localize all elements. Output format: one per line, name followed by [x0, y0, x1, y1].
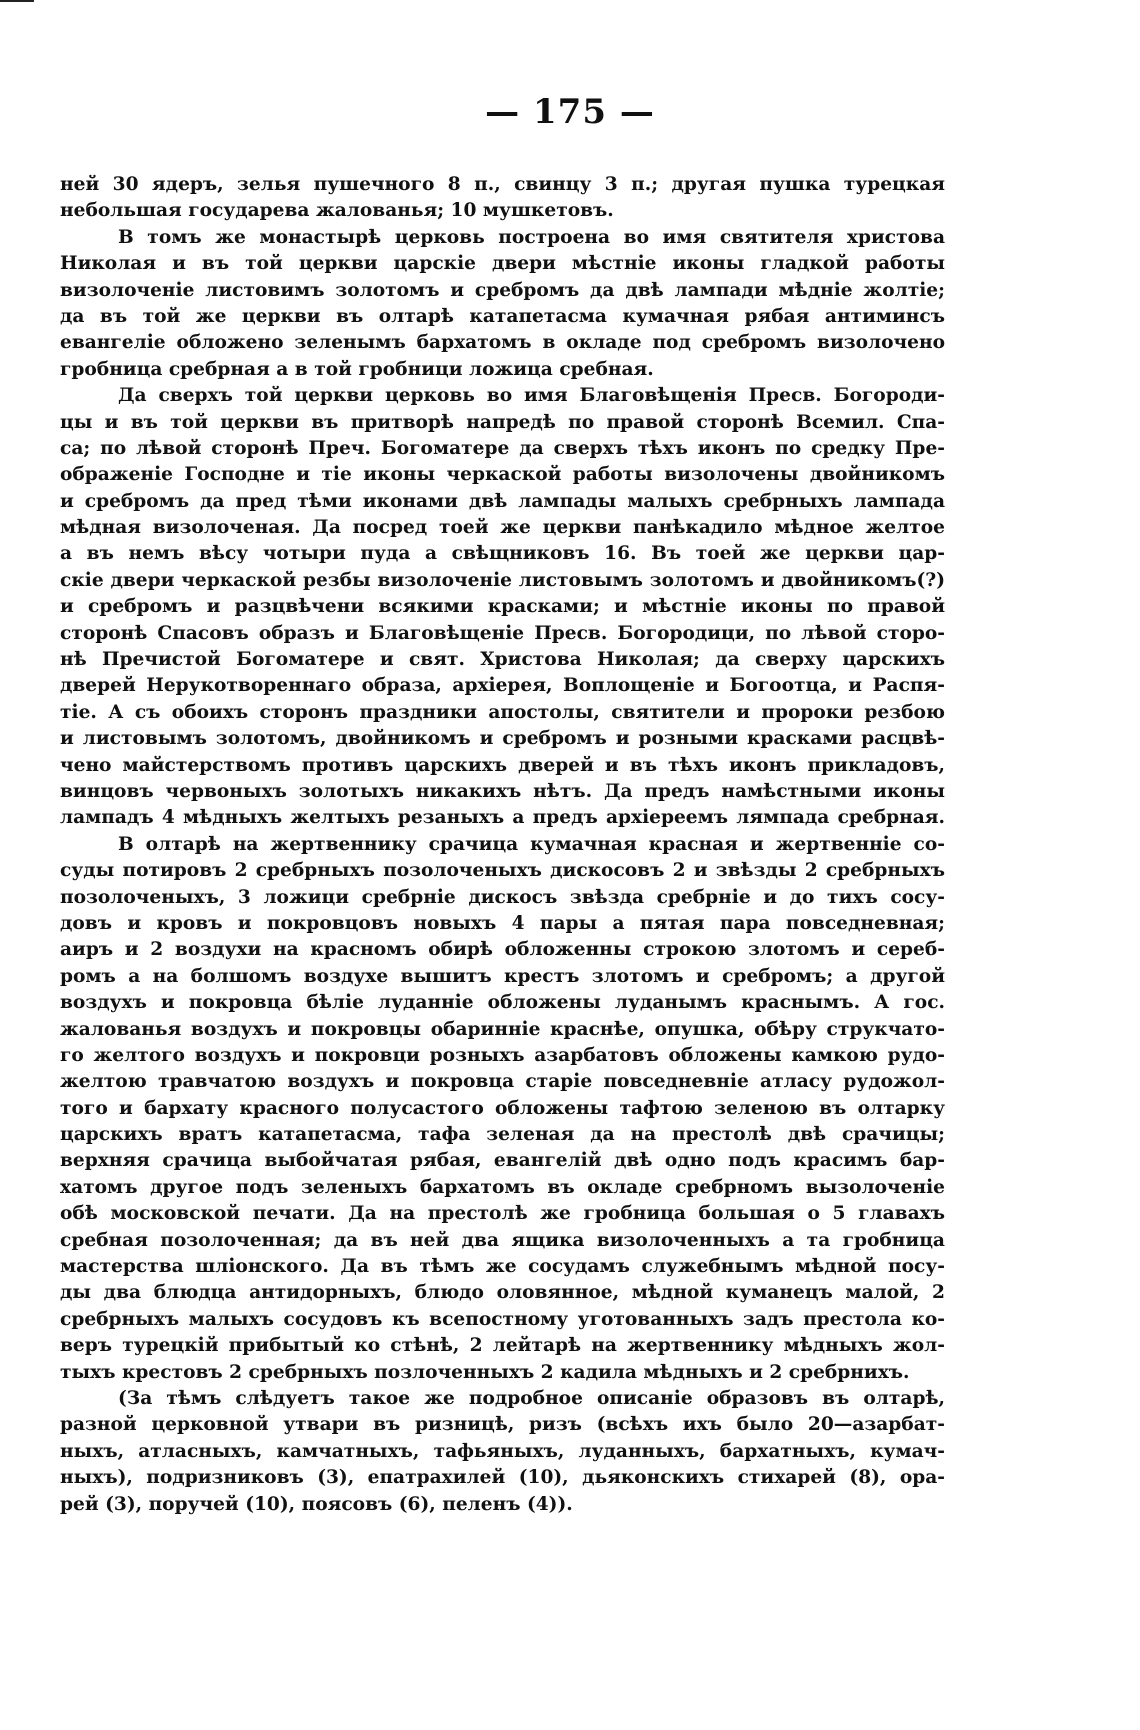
text-line: визолоченіе листовимъ золотомъ и сребромъ да двѣ лампади мѣдніе жолтіе;	[60, 279, 945, 301]
body-text	[60, 172, 945, 1518]
text-line: (За тѣмъ слѣдуетъ такое же подробное описаніе образовъ въ олтарѣ,	[118, 1387, 945, 1409]
text-line: небольшая государева жалованья; 10 мушкетовъ.	[60, 200, 614, 222]
text-line: и сребромъ да пред тѣми иконами двѣ лампады малыхъ сребрныхъ лампада	[60, 490, 945, 512]
text-line: гробница сребрная а в той гробници ложица сребная.	[60, 358, 654, 380]
text-line: тіе. А съ обоихъ сторонъ праздники апостолы, святители и пророки резбою	[60, 701, 945, 723]
text-line: хатомъ другое подъ зеленыхъ бархатомъ въ окладе сребрномъ вызолоченіе	[60, 1176, 945, 1198]
text-line: Да сверхъ той церкви церковь во имя Благовѣщенія Пресв. Богороди-	[118, 385, 945, 407]
text-line: царскихъ вратъ катапетасма, тафа зеленая да на престолѣ двѣ срачицы;	[60, 1124, 945, 1146]
text-line: мастерства шліонского. Да въ тѣмъ же сосудамъ служебнымъ мѣдной посу-	[60, 1256, 945, 1278]
text-line: мѣдная визолоченая. Да посред тоей же церкви панѣкадило мѣдное желтое	[60, 517, 945, 539]
text-line: В томъ же монастырѣ церковь построена во имя святителя христова	[118, 226, 945, 248]
text-line: а въ немъ вѣсу чотыри пуда а свѣщниковъ 16. Въ тоей же церкви цар-	[60, 543, 945, 565]
text-line: тыхъ крестовъ 2 сребрныхъ позлоченныхъ 2 кадила мѣдныхъ и 2 сребрнихъ.	[60, 1361, 910, 1383]
text-line: евангеліе обложено зеленымъ бархатомъ в окладе под сребромъ визолочено	[60, 332, 945, 354]
text-line: воздухъ и покровца бѣліе луданніе обложены луданымъ краснымъ. А гос.	[60, 992, 945, 1014]
text-line: ды два блюдца антидорныхъ, блюдо оловянное, мѣдной куманецъ малой, 2	[60, 1282, 945, 1304]
text-line: ныхъ, атласныхъ, камчатныхъ, тафьяныхъ, луданныхъ, бархатныхъ, кумач-	[60, 1440, 945, 1462]
text-line: ображеніе Господне и тіе иконы черкаской работы визолочены двойникомъ	[60, 464, 945, 486]
text-line: ней 30 ядеръ, зелья пушечного 8 п., свинцу 3 п.; другая пушка турецкая	[60, 174, 945, 195]
text-line: сторонѣ Спасовъ образъ и Благовѣщеніе Пресв. Богородици, по лѣвой сторо-	[60, 622, 945, 644]
text-line: желтою травчатою воздухъ и покровца старіе повседневніе атласу рудожол-	[60, 1071, 945, 1093]
text-line: са; по лѣвой сторонѣ Преч. Богоматере да сверхъ тѣхъ иконъ по средку Пре-	[60, 437, 945, 459]
text-line: сребрныхъ малыхъ сосудовъ къ всепостному уготованныхъ задъ престола ко-	[60, 1308, 945, 1330]
text-line: да въ той же церкви въ олтарѣ катапетасма кумачная рябая антиминсъ	[60, 305, 945, 327]
text-line: дверей Нерукотвореннаго образа, архіерея, Воплощеніе и Богоотца, и Распя-	[60, 675, 945, 697]
corner-mark	[0, 0, 34, 10]
text-line: сребная позолоченная; да въ ней два ящика визолоченныхъ а та гробница	[60, 1229, 945, 1251]
text-line: скіе двери черкаской резбы визолоченіе листовымъ золотомъ и двойникомъ(?)	[60, 569, 945, 591]
text-line: нѣ Пречистой Богоматере и свят. Христова Николая; да сверху царскихъ	[60, 649, 945, 671]
text-line: ромъ а на болшомъ воздухе вышитъ крестъ злотомъ и сребромъ; а другой	[60, 965, 945, 987]
text-line: обѣ московской печати. Да на престолѣ же гробница большая о 5 главахъ	[60, 1203, 945, 1225]
text-line: и листовымъ золотомъ, двойникомъ и сребромъ и розными красками расцвѣ-	[60, 728, 945, 750]
text-line: Николая и въ той церкви царскіе двери мѣстніе иконы гладкой работы	[60, 253, 945, 275]
text-line: цы и въ той церкви въ притворѣ напредѣ по правой сторонѣ Всемил. Спа-	[60, 411, 945, 433]
text-line: жалованья воздухъ и покровцы обаринніе краснѣе, опушка, обѣру струкчато-	[60, 1018, 945, 1040]
text-line: рей (3), поручей (10), поясовъ (6), пеленъ (4)).	[60, 1493, 573, 1515]
text-line: довъ и кровъ и покровцовъ новыхъ 4 пары а пятая пара повседневная;	[60, 912, 945, 934]
text-line: ныхъ), подризниковъ (3), епатрахилей (10), дьяконскихъ стихарей (8), ора-	[60, 1467, 945, 1489]
text-line: позолоченыхъ, 3 ложици сребрніе дискосъ звѣзда сребрніе и до тихъ сосу-	[60, 886, 945, 908]
text-line: верхняя срачица выбойчатая рябая, евангелій двѣ одно подъ красимъ бар-	[60, 1150, 945, 1172]
text-line: разной церковной утвари въ ризницѣ, ризъ (всѣхъ ихъ было 20—азарбат-	[60, 1414, 945, 1436]
text-line: лампадъ 4 мѣдныхъ желтыхъ резаныхъ а предъ архіереемъ лямпада сребрная.	[60, 807, 945, 829]
text-line: и сребромъ и разцвѣчени всякими красками; и мѣстніе иконы по правой	[60, 596, 945, 618]
text-line: В олтарѣ на жертвеннику срачица кумачная красная и жертвенніе со-	[118, 833, 945, 855]
text-line: го желтого воздухъ и покровци розныхъ азарбатовъ обложены камкою рудо-	[60, 1044, 945, 1066]
text-line: винцовъ червоныхъ золотыхъ никакихъ нѣтъ. Да предъ намѣстными иконы	[60, 780, 945, 802]
text-line: чено майстерствомъ противъ царскихъ дверей и въ тѣхъ иконъ прикладовъ,	[60, 754, 945, 776]
text-line: веръ турецкій прибытый ко стѣнѣ, 2 лейтарѣ на жертвеннику мѣдныхъ жол-	[60, 1335, 945, 1357]
text-line: того и бархату красного полусастого обложены тафтою зеленою въ олтарку	[60, 1097, 945, 1119]
text-line: суды потировъ 2 сребрныхъ позолоченыхъ дискосовъ 2 и звѣзды 2 сребрныхъ	[60, 860, 945, 882]
text-line: аиръ и 2 воздухи на красномъ обирѣ обложенны строкою злотомъ и сереб-	[60, 939, 945, 961]
page-number: — 175 —	[485, 92, 655, 132]
